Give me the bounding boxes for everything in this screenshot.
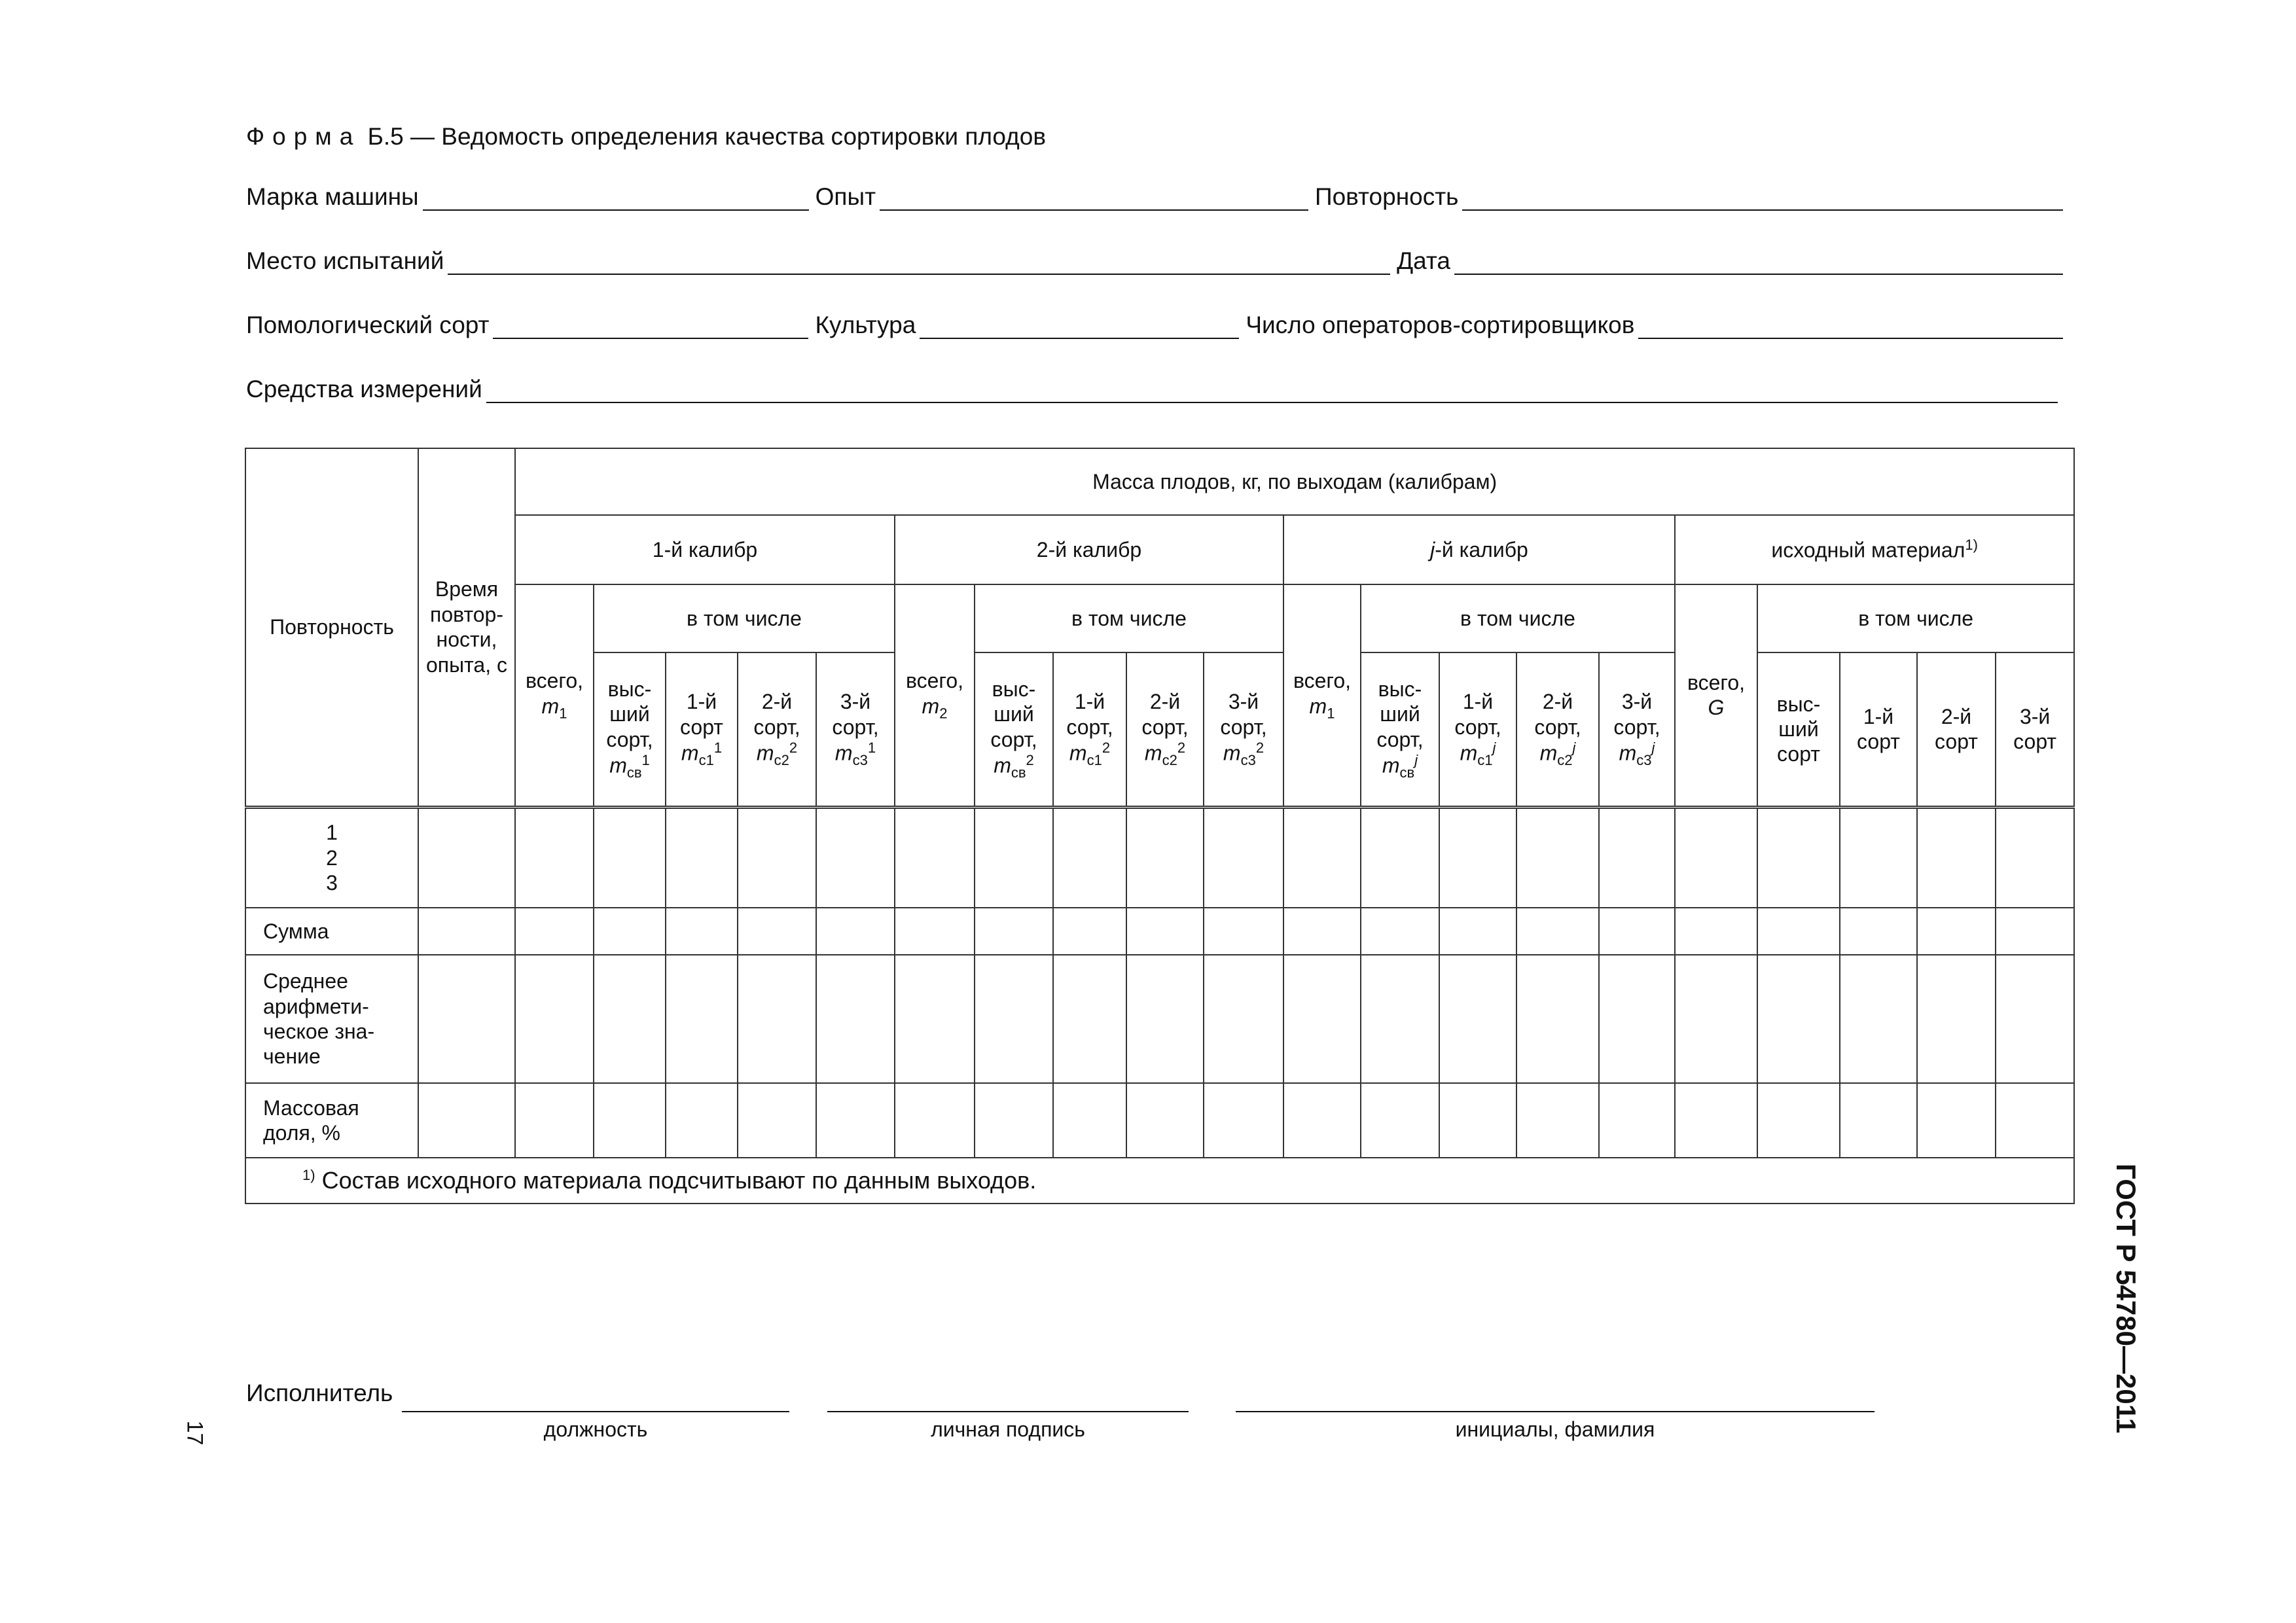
table-cell[interactable] — [1599, 955, 1675, 1083]
repetition-label: Повторность — [1315, 183, 1459, 210]
header-c2-sort2: 2-й сорт, $m_{с2}^2$ — [1126, 652, 1204, 807]
table-cell[interactable] — [1439, 807, 1516, 908]
field-row-machine — [246, 183, 2063, 211]
table-cell[interactable] — [816, 807, 895, 908]
table-cell[interactable] — [1840, 1083, 1917, 1158]
table-cell[interactable] — [515, 807, 594, 908]
header-total-m2: всего, $m_2$ — [895, 584, 975, 807]
table-cell[interactable] — [594, 908, 666, 955]
table-cell[interactable] — [1361, 807, 1439, 908]
position-signature-line[interactable] — [402, 1411, 789, 1412]
header-c2-highest: выс-ший сорт, $m_{св}^2$ — [975, 652, 1053, 807]
machine-input-line[interactable] — [423, 186, 809, 211]
table-row-sum — [245, 908, 2074, 955]
table-cell[interactable] — [1996, 955, 2074, 1083]
table-cell[interactable] — [1053, 807, 1126, 908]
date-input-line[interactable] — [1454, 250, 2063, 275]
name-signature-line[interactable] — [1236, 1411, 1874, 1412]
header-cj-sort2: 2-й сорт, $m_{с2}^j$ — [1516, 652, 1599, 807]
signature-caption: личная подпись — [931, 1418, 1085, 1441]
table-cell[interactable] — [1757, 807, 1840, 908]
form-title — [246, 123, 1046, 151]
table-cell[interactable] — [515, 1083, 594, 1158]
position-caption: должность — [543, 1418, 648, 1441]
table-cell[interactable] — [1126, 1083, 1204, 1158]
culture-input-line[interactable] — [920, 314, 1239, 339]
table-cell[interactable] — [1675, 955, 1757, 1083]
row-number: 1 — [326, 821, 338, 845]
table-cell[interactable] — [1516, 807, 1599, 908]
header-src-sort3: 3-й сорт — [1996, 652, 2074, 807]
table-cell[interactable] — [1283, 1083, 1361, 1158]
header-including-j: в том числе — [1361, 584, 1675, 652]
header-total-G: всего, G — [1675, 584, 1757, 807]
table-cell[interactable] — [1361, 1083, 1439, 1158]
header-including-1: в том числе — [594, 584, 895, 652]
table-cell[interactable] — [594, 807, 666, 908]
header-c2-sort3: 3-й сорт, $m_{с3}^2$ — [1204, 652, 1283, 807]
table-cell[interactable] — [738, 1083, 816, 1158]
field-row-variety — [246, 312, 2063, 339]
executor-label: Исполнитель — [246, 1380, 393, 1406]
experiment-input-line[interactable] — [880, 186, 1308, 211]
table-cell[interactable] — [1516, 908, 1599, 955]
page-number: 17 — [182, 1420, 207, 1446]
table-cell[interactable] — [1204, 908, 1283, 955]
footnote-text: Состав исходного материала подсчитывают по данным выходов. — [321, 1167, 1037, 1194]
table-cell[interactable] — [666, 955, 738, 1083]
instruments-input-line[interactable] — [486, 378, 2058, 403]
table-cell[interactable] — [975, 807, 1053, 908]
row-share-label: Массовая доля, % — [245, 1083, 418, 1158]
table-cell[interactable] — [666, 807, 738, 908]
field-row-place — [246, 247, 2063, 275]
header-mass: Масса плодов, кг, по выходам (калибрам) — [515, 448, 2074, 515]
personal-signature-line[interactable] — [827, 1411, 1189, 1412]
header-src-sort2: 2-й сорт — [1917, 652, 1996, 807]
table-cell[interactable] — [666, 1083, 738, 1158]
table-cell[interactable] — [594, 1083, 666, 1158]
table-cell[interactable] — [515, 908, 594, 955]
culture-label: Культура — [815, 312, 916, 338]
table-cell[interactable] — [666, 908, 738, 955]
table-cell[interactable] — [1204, 955, 1283, 1083]
table-row-share — [245, 1083, 2074, 1158]
header-caliber-j: j-й калибр — [1283, 515, 1675, 584]
table-cell[interactable] — [975, 908, 1053, 955]
header-source-material: исходный материал$^{1)}$ — [1675, 515, 2074, 584]
table-cell[interactable] — [1053, 955, 1126, 1083]
table-cell[interactable] — [1599, 807, 1675, 908]
table-cell[interactable] — [1439, 908, 1516, 955]
table-cell[interactable] — [895, 908, 975, 955]
date-label: Дата — [1397, 247, 1450, 274]
header-c2-sort1: 1-й сорт, $m_{с1}^2$ — [1053, 652, 1126, 807]
header-including-source: в том числе — [1757, 584, 2074, 652]
table-cell[interactable] — [1996, 807, 2074, 908]
table-cell[interactable] — [1439, 955, 1516, 1083]
table-cell[interactable] — [1840, 908, 1917, 955]
header-including-2: в том числе — [975, 584, 1283, 652]
place-input-line[interactable] — [448, 250, 1390, 275]
table-cell[interactable] — [975, 955, 1053, 1083]
table-cell[interactable] — [1757, 955, 1840, 1083]
table-cell[interactable] — [816, 908, 895, 955]
table-cell[interactable] — [1283, 807, 1361, 908]
header-cj-highest: выс-ший сорт, $m_{св}^j$ — [1361, 652, 1439, 807]
table-cell[interactable] — [1917, 1083, 1996, 1158]
table-footnote — [245, 1158, 2074, 1204]
table-cell[interactable] — [1283, 908, 1361, 955]
header-repetition: Повторность — [245, 448, 418, 807]
table-cell[interactable] — [1126, 908, 1204, 955]
table-cell[interactable] — [1204, 807, 1283, 908]
table-cell[interactable] — [1053, 1083, 1126, 1158]
table-cell[interactable] — [1361, 955, 1439, 1083]
header-total-mj: всего, $m_1$ — [1283, 584, 1361, 807]
quality-table — [245, 448, 2075, 1204]
header-c1-sort1: 1-й сорт $m_{с1}^1$ — [666, 652, 738, 807]
table-cell[interactable] — [1757, 1083, 1840, 1158]
experiment-label: Опыт — [815, 183, 876, 210]
table-cell[interactable] — [1840, 807, 1917, 908]
table-cell[interactable] — [738, 955, 816, 1083]
table-cell[interactable] — [895, 955, 975, 1083]
header-c1-sort2: 2-й сорт, $m_{с2}^2$ — [738, 652, 816, 807]
table-cell[interactable] — [418, 807, 515, 908]
header-cj-sort1: 1-й сорт, $m_{с1}^j$ — [1439, 652, 1516, 807]
form-title-prefix: Форма — [246, 123, 361, 150]
header-total-m1: всего, $m_1$ — [515, 584, 594, 807]
form-title-text: Б.5 — Ведомость определения качества сортировки плодов — [367, 123, 1047, 150]
row-number: 2 — [326, 846, 338, 870]
table-cell[interactable] — [1599, 908, 1675, 955]
header-caliber-2: 2-й калибр — [895, 515, 1283, 584]
instruments-label: Средства измерений — [246, 376, 482, 402]
header-row-calibers — [245, 515, 2074, 584]
table-cell[interactable] — [1516, 1083, 1599, 1158]
table-cell[interactable] — [1917, 807, 1996, 908]
table-cell[interactable] — [975, 1083, 1053, 1158]
variety-input-line[interactable] — [493, 314, 808, 339]
table-cell[interactable] — [895, 1083, 975, 1158]
table-cell[interactable] — [1917, 955, 1996, 1083]
table-cell[interactable] — [1516, 955, 1599, 1083]
table-cell[interactable] — [1675, 807, 1757, 908]
row-mean-label: Среднее арифмети-ческое зна-чение — [245, 955, 418, 1083]
header-cj-sort3: 3-й сорт, $m_{с3}^j$ — [1599, 652, 1675, 807]
table-row-mean — [245, 955, 2074, 1083]
variety-label: Помологический сорт — [246, 312, 490, 338]
row-numbers-cell — [245, 807, 418, 908]
row-sum-label: Сумма — [245, 908, 418, 955]
table-cell[interactable] — [1917, 908, 1996, 955]
footnote-mark: 1) — [302, 1167, 315, 1184]
table-cell[interactable] — [1361, 908, 1439, 955]
table-cell[interactable] — [1126, 807, 1204, 908]
table-cell[interactable] — [418, 1083, 515, 1158]
table-cell[interactable] — [1283, 955, 1361, 1083]
table-cell[interactable] — [895, 807, 975, 908]
header-caliber-1: 1-й калибр — [515, 515, 895, 584]
table-row-numbers — [245, 807, 2074, 908]
table-cell[interactable] — [594, 955, 666, 1083]
header-src-sort1: 1-й сорт — [1840, 652, 1917, 807]
table-cell[interactable] — [1996, 1083, 2074, 1158]
header-row-mass — [245, 448, 2074, 515]
table-cell[interactable] — [1126, 955, 1204, 1083]
gost-code: ГОСТ Р 54780—2011 — [2111, 1164, 2142, 1434]
table-cell[interactable] — [1675, 1083, 1757, 1158]
header-src-highest: выс-ший сорт — [1757, 652, 1840, 807]
table-row-footnote — [245, 1158, 2074, 1204]
table-cell[interactable] — [1996, 908, 2074, 955]
table-cell[interactable] — [1840, 955, 1917, 1083]
place-label: Место испытаний — [246, 247, 444, 274]
machine-label: Марка машины — [246, 183, 419, 210]
operators-label: Число операторов-сортировщиков — [1246, 312, 1635, 338]
header-row-including — [245, 584, 2074, 652]
table-cell[interactable] — [1053, 908, 1126, 955]
table-cell[interactable] — [738, 807, 816, 908]
repetition-input-line[interactable] — [1462, 186, 2063, 211]
row-number: 3 — [326, 870, 338, 895]
field-row-instruments — [246, 376, 2058, 403]
header-c1-highest: выс-ший сорт, $m_{св}^1$ — [594, 652, 666, 807]
table-cell[interactable] — [418, 908, 515, 955]
table-cell[interactable] — [816, 1083, 895, 1158]
table-cell[interactable] — [515, 955, 594, 1083]
header-time: Время повтор-ности, опыта, с — [418, 448, 515, 807]
operators-input-line[interactable] — [1638, 314, 2063, 339]
table-cell[interactable] — [1757, 908, 1840, 955]
table-cell[interactable] — [1439, 1083, 1516, 1158]
table-cell[interactable] — [1204, 1083, 1283, 1158]
table-cell[interactable] — [1599, 1083, 1675, 1158]
table-cell[interactable] — [738, 908, 816, 955]
header-c1-sort3: 3-й сорт, $m_{с3}^1$ — [816, 652, 895, 807]
table-cell[interactable] — [816, 955, 895, 1083]
name-caption: инициалы, фамилия — [1455, 1418, 1655, 1441]
table-cell[interactable] — [418, 955, 515, 1083]
table-cell[interactable] — [1675, 908, 1757, 955]
